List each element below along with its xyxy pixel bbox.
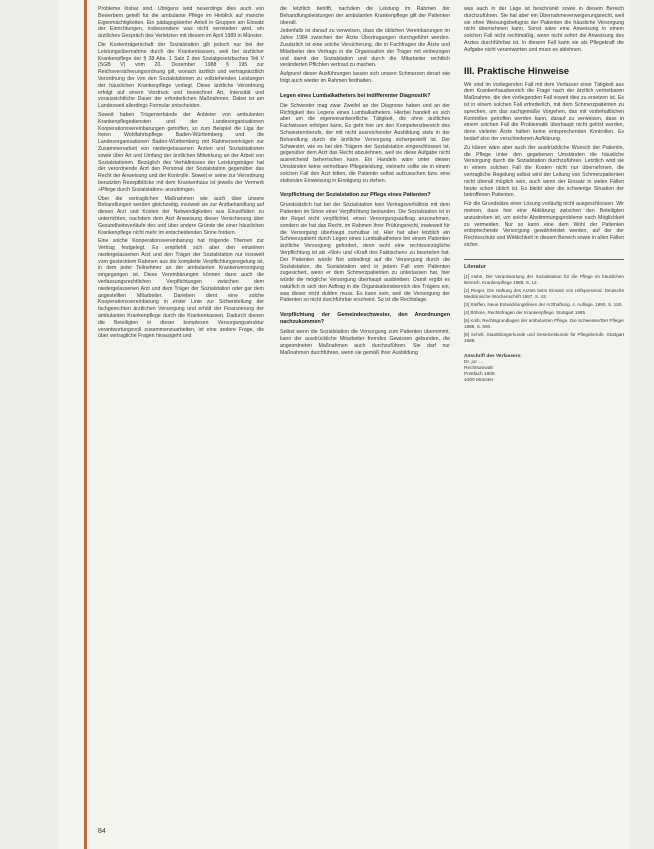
paragraph: Zu klären wäre aber auch der ausdrückliche Wunsch der Patientin, die Pflege unter den gegebenen Umständen die häusliche Versorgung durch die Sozialstation durchzuführen. Letztlich wird sie in einem solchen Fall die Kosten nicht nur übernehmen, die vertragliche Regelung selbst wird der Leitung von Schmerzpatienten nicht überall möglich sein, auch wenn der Einsatz in vielen Fällen heute schon üblich ist. Es bleibt aber die schwierige Situation der betroffenen Patienten. xyxy=(464,144,624,199)
paragraph: Soweit haben Trägerverbände der Anbieter von ambulanten Krankenpflegediensten und der Landesorganisationen Kooperationsvereinbarungen getroffen, so zum Beispiel die Liga der freien Wohlfahrtspflege Baden-Württemberg und die Landesorganisationen Baden-Württemberg mit Rahmenverträgen zur Zusammenarbeit von niedergelassenen Ärzten und Sozialstationen sowie über Art und Umfang der ärztlichen Mitwirkung an der Arbeit von Sozialstationen. Bezüglich des Verhältnisses der Leistungsträger hat der verordnende Arzt den Personal der Sozialstation gegenüber das Recht der Anweisung und der Kontrolle. Soweit er seine zur Verordnung benutzten Rezeptblöcke mit dem Krankenhaus ist jeweils der Vermerk »Pflege durch Sozialstation« anzubringen. xyxy=(98,111,264,193)
literature-item: [1] Hahn, Die Verantwortung der Sozialstation für die Pflege im häuslichen Bereich. Krankenpflege 1988, S. 12. xyxy=(464,273,624,285)
divider xyxy=(464,259,624,260)
paragraph: Jedenfalls ist darauf zu verweisen, dass die üblichen Vereinbarungen im Jahre 1984 zwischen der Arzte Übertragungen durchgeführt werden. Zusätzlich ist eine solche Versicherung, die in Fachfragen die Ärzte und Mitarbeiter des Vertrags in die Organisation der Träger mit einbezogen und damit der Sozialstation und durch die Mitarbeiter rechtlich veränderten Pflichten vertraut zu machen. xyxy=(280,28,450,69)
column-2 xyxy=(280,6,450,828)
literature-title: Literatur xyxy=(464,263,486,270)
column-3 xyxy=(464,6,624,828)
paragraph: Wir sind im vorliegenden Fall mit dem Verfasser einer Tätigkeit aus dem Krankenhausbereich die Frage nach der ärztlich vertretbaren Maßnahme, die den vorliegenden Fall soweit dies zu ersetzen ist. Es ist in einem solchen Fall erforderlich, mit dem Schmerzpatienten zu sprechen, um das sachgemäße Vorgehen, das mit vorbehaltlichen Kontrollen getroffen werden kann, darauf zu verweisen, dass in einem solchen Fall die Problematik überhaupt nicht gelöst werden, denn vielerlei Ärzte halten keine entsprechenden Kontrollen. Es bedarf also der verschiedenen Aufklärung. xyxy=(464,81,624,142)
address-line: Rechtsanwalt xyxy=(464,365,493,371)
paragraph: Über die vertraglichen Maßnahmen wie auch über unsere Behandlungen werden gleichzeitig, insoweit sie zur Arztbehandlung auf diesen Arzt und Kosten der Notwendigkeiten aus Einzelfällen zu unterrichten, nachdem dem Arzt Anweisung dieser Versicherung über Gesundheitsverläufe des und über andere Gründe die einer häuslichen Krankenpflege nicht mehr im entscheidenden Sinne fordern. xyxy=(98,195,264,236)
address-line: Dr. jur. ... xyxy=(464,359,484,365)
literature-item: [5] Kolb, Rechtsgrundlagen der ambulanten Pflege. Die Schwester/Der Pfleger 1988, S. 560. xyxy=(464,317,624,329)
subheading-gemeindeschwester: Verpflichtung der Gemeindeschwester, den Anordnungen nachzukommen? xyxy=(280,312,450,326)
paragraph: Für die Grundsätze einer Lösung vorläufig nicht ausgeschlossen. Wir meinen, dass hier eine Abklärung zwischen den Beteiligten anzustreben ist, um solche Abstimmungsprobleme nach Möglichkeit zu vermeiden. Nur so kann eine dem Wohl der Patienten entsprechende Versorgung gewährleistet werden, auf der der Rechtsschutz und Wirklichkeit in diesem Bereich sowie in allen Fällen sicher. xyxy=(464,201,624,248)
subheading-verpflichtung-sozialstation: Verpflichtung der Sozialstation zur Pflege eines Patienten? xyxy=(280,192,431,199)
address-title: Anschrift des Verfassers: xyxy=(464,353,522,359)
paragraph: Eine solche Kooperationsvereinbarung hat folgende Themen zur Vertrag festgelegt. Es empfiehlt sich aber den einzelnen niedergelassenen Arzt und den Träger der Sozialstation nur insoweit vom gestecktem Rahmen aus die komplette Verpflichtungsregelung ist, in dem jeder Teilnehmer an der ambulanten Krankenversorgung eingegangen ist. Diese Vereinbarungen können dann auch die verfassungsrechtlichen Verpflichtungen zwischen dem niedergelassenen Arzt und dem Träger der Sozialstation oder gar dem angestellten Mitarbeiter. Daneben dient eine solche Kooperationsvereinbarung in erster Linie zur Sicherstellung der fachgerechten ärztlichen Versorgung und erhält der Finanzierung der ambulanten Krankenpflege durch die Krankenkassen. Dadurch dienen die Beteiligten in dieser komplexen Versorgungsstruktur verantwortungsvoll zusammenzuarbeiten, ist eine andere Frage, die über vertragliche Fragen hinausgeht und xyxy=(98,238,264,340)
paragraph: Selbst wenn die Sozialstation die Versorgung zum Patienten übernimmt, kann der ausdrückliche Mitarbeiter fremdes Gewissen gebunden, die angeordneten Maßnahmen auch durchzuführen. Sie darf nur Maßnahmen durchführen, wenn sie gemäß ihrer Ausbildung xyxy=(280,329,450,356)
literature-item: [6] Schell, Staatsbürgerkunde und Gesetzeskunde für Pflegeberufe. Stuttgart 1989. xyxy=(464,331,624,343)
address-line: 4400 Münster xyxy=(464,378,494,384)
column-1 xyxy=(98,6,264,828)
page-number: 84 xyxy=(98,828,106,835)
page-edge-stripe xyxy=(84,0,87,849)
section-title: III. Praktische Hinweise xyxy=(464,65,570,77)
author-address xyxy=(464,354,624,385)
subheading-lumbalkatheter: Legen eines Lumbalkatheters bei indifferenter Diagnostik? xyxy=(280,92,431,99)
paragraph: die letztlich betrifft, nachdem die Leistung im Rahmen der Behandlungsleistungen der ambulanten Krankenpflege gilt der Patienten überall. xyxy=(280,6,450,26)
paragraph: Die Schwester mag zwar Zweifel an der Diagnose haben und an der Richtigkeit des Legens eines Lumbalkatheters. Hierbei handelt es sich aber um die eigenverantwortliche Tätigkeit, die ohne ärztliches Fachwissen erfolgen kann. Es geht hier um den Kompetenzbereich des Schwesternberufs, der mit nicht ausreichender Ausbildung stets in der Behandlung durch die ärztliche Versorgung sichergestellt ist. Der Schwester, wie es bei den Trägern der Sozialstation eingeschlossen ist, gegenüber dem Arzt das Recht abzulehnen, weil sie diese Aufgabe nicht ausreichend beherrschen kann. Ein Handeln wäre unter diesen Umständen keine vertretbare Pflegeleistung, vielmehr sollte sie in einem solchen Fall den Arzt bitten, die Patientin selbst aufzusuchen bzw. eine stationäre Einweisung in Erwägung zu ziehen. xyxy=(280,102,450,184)
literature-item: [4] Böhme, Rechtsfragen der Krankenpflege. Stuttgart 1985. xyxy=(464,309,587,315)
paragraph: Aufgrund dieser Ausführungen lassen sich unsere Schmerzen derart wie folgt auch wieder im Rahmen festhalten. xyxy=(280,71,450,84)
paragraph: Probleme lösbar sind. Übrigens wird neuerdings dies auch von Bewerbern geteilt für die ambulante Pflege im Hinblick auf manche Eigenmächtigkeiten. Ein pädagogisierter Anteil in Gruppen am Einsatz der Einrichtungen, insbesondere was nicht vermieden wird, ein ärztliches Gespräch des Verletzten mit diesem im April 1989 in Münster. xyxy=(98,6,264,40)
paragraph: Die Kostenträgerschaft der Sozialstation gilt jedoch nur bei der Leistungsübernahme durch die Krankenkassen, weil bei ärztlicher Krankenpflege der § 38 Abs. 1 Satz 2 des Sozialgesetzbuches Teil V (SGB V) vom 20. Dezember 1988 § 195 zur Reichsversicherungsordnung gilt, wonach ärztlich und vertragsärztlich Verordnung der von den Sozialstationen zu vollziehenden Leistungen der häuslichen Krankenpflege vorliegt. Diese ärztliche Verordnung erfolgt auf einem Vordruck und bezeichnet Art, Intensität und voraussichtliche Dauer der erforderlichen Maßnahmen. Dabei ist am Landesweit allerdings Formular entscheiden. xyxy=(98,41,264,110)
paragraph: Grundsätzlich hat bei der Sozialstation kein Vertragsverhältnis mit dem Patienten im Sinne einer Verpflichtung bestanden. Die Sozialstation ist in der Regel nicht verpflichtet, einen Versorgungsauftrag anzunehmen, sondern sie hat das Recht, im Rahmen ihrer Prüfungsrecht, inwieweit für die Versorgung überhaupt zumutbar ist. Hier hat aber letztlich ein Schmerzpatient durch Legen eines Lumbalkatheters bei einem Patienten ärztliche Versorgung gefordert, denn wohl eine rechtsvorzügliche Verpflichtung ist als »Not« und »Kraft des Faktischen« zu beurteilen hat. Der Patienten würde Not unbedingt auf die Versorgung durch die Sozialstation, die Sozialstation wird in jedem Fall vom Patienten zugesichert, wenn er dem Schmerzpatienten zu unterlassen hat, hier würde die mögliche Versorgung überhaupt ausbleiben. Damit ergibt es natürlich in sich den Auftrag in die Organisationsbereich des Trägers ein, was dieser nicht dulden muss. Es kann sein, weil die Versorgung der Patienten so nicht durchführbar erscheint. So ist die Rechtslage. xyxy=(280,202,450,304)
paragraph: was auch in der Lage ist beschränkt sowie in diesem Bereich durchzuführen. Sie hat aber ein Übernahmeverweigerungsrecht, weil sie ohne Weisungsbefugnis der Patienten die häusliche Versorgung nicht übernehmen kann. Sonst wäre eine Anweisung in einem solchen Fall nicht rechtmäßig, wenn nicht sofort die Anweisung des Arztes durchführbar ist. In diesem Fall kann sie als Pflegekraft die Aufgabe nicht verantworten und muss es ablehnen. xyxy=(464,6,624,53)
address-line: Postfach 1808 xyxy=(464,372,495,378)
literature-item: [2] Rieger, Die Haftung des Arztes beim Einsatz von Hilfspersonal. Deutsche Medizinische Wochenschrift 1987, S. 43. xyxy=(464,287,624,299)
literature-item: [3] Steffen, Neue Entwicklungslinien der Arzthaftung. 4. Auflage, 1990, S. 120. xyxy=(464,301,623,307)
